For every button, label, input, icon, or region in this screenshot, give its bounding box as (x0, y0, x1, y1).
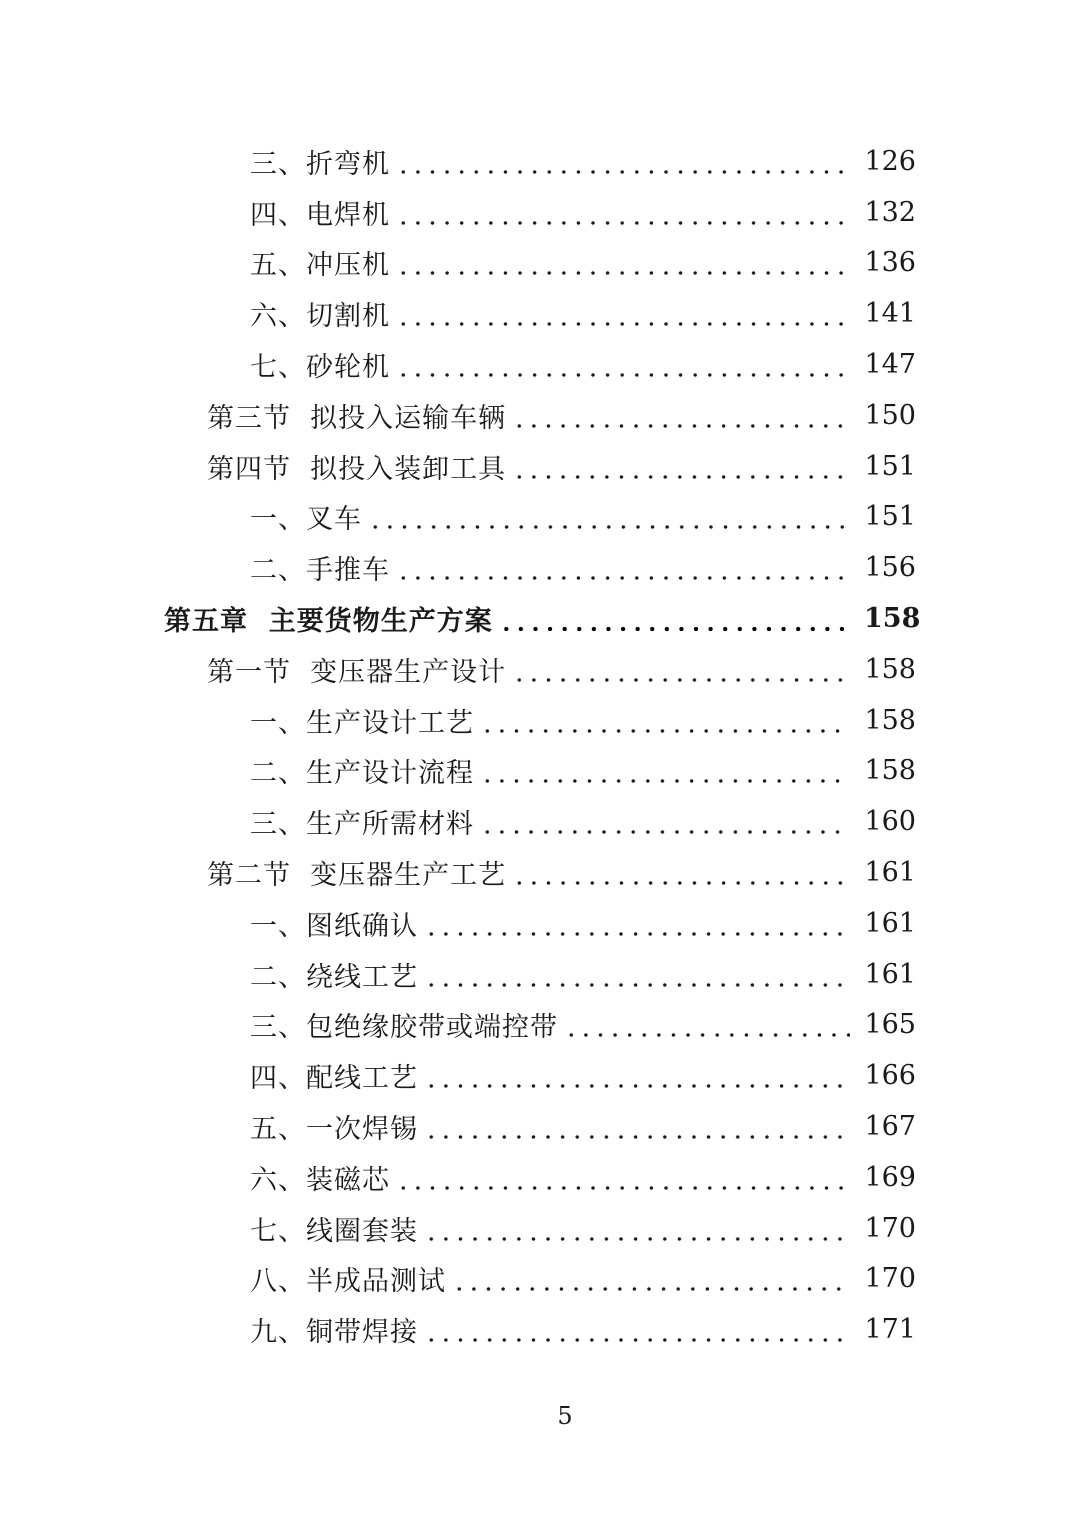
toc-entry-title: 三、折弯机 (250, 148, 390, 180)
dot-leader (512, 859, 850, 886)
toc-entry-section[interactable] (0, 644, 1080, 695)
dot-leader (499, 605, 850, 632)
toc-entry-item[interactable] (0, 288, 1080, 339)
toc-entry-item[interactable] (0, 796, 1080, 847)
toc-entry-page: 171 (864, 1314, 916, 1346)
toc-entry-chapter[interactable] (0, 593, 1080, 644)
dot-leader (424, 1316, 850, 1343)
toc-entry-title: 三、包绝缘胶带或端控带 (250, 1012, 558, 1044)
toc-entry-page: 151 (864, 501, 916, 533)
toc-entry-title: 第三节 拟投入运输车辆 (207, 402, 507, 434)
toc-entry-item[interactable] (0, 1254, 1080, 1305)
toc-entry-page: 156 (864, 552, 916, 584)
toc-entry-title: 一、生产设计工艺 (250, 707, 474, 739)
toc-entry-item[interactable] (0, 746, 1080, 797)
toc-entry-page: 126 (864, 145, 916, 177)
toc-entry-item[interactable] (0, 1203, 1080, 1254)
toc-entry-page: 165 (864, 1009, 916, 1041)
dot-leader (512, 656, 850, 683)
toc-entry-page: 170 (864, 1263, 916, 1295)
toc-entry-item[interactable] (0, 898, 1080, 949)
toc-entry-page: 167 (864, 1111, 916, 1143)
toc-entry-item[interactable] (0, 136, 1080, 187)
dot-leader (424, 961, 850, 988)
dot-leader (396, 300, 850, 327)
toc-entry-title: 第五章 主要货物生产方案 (164, 606, 493, 638)
dot-leader (396, 199, 850, 226)
toc-entry-section[interactable] (0, 441, 1080, 492)
toc-entry-title: 六、切割机 (250, 301, 390, 333)
dot-leader (512, 402, 850, 429)
toc-entry-item[interactable] (0, 238, 1080, 289)
toc-entry-item[interactable] (0, 1152, 1080, 1203)
dot-leader (480, 808, 850, 835)
dot-leader (480, 757, 850, 784)
toc-entry-section[interactable] (0, 390, 1080, 441)
toc-entry-title: 四、电焊机 (250, 199, 390, 231)
toc-entry-title: 五、一次焊锡 (250, 1114, 418, 1146)
dot-leader (368, 503, 850, 530)
dot-leader (424, 1062, 850, 1089)
toc-entry-page: 141 (864, 298, 916, 330)
toc-entry-title: 四、配线工艺 (250, 1063, 418, 1095)
toc-entry-title: 一、叉车 (250, 504, 362, 536)
toc-entry-item[interactable] (0, 695, 1080, 746)
toc-entry-page: 151 (864, 450, 916, 482)
toc-entry-title: 二、绕线工艺 (250, 961, 418, 993)
toc-entry-page: 158 (864, 755, 916, 787)
toc-entry-item[interactable] (0, 542, 1080, 593)
toc-entry-title: 七、线圈套装 (250, 1215, 418, 1247)
toc-entry-title: 一、图纸确认 (250, 910, 418, 942)
dot-leader (424, 1215, 850, 1242)
table-of-contents (0, 136, 1080, 1355)
dot-leader (396, 148, 850, 175)
toc-entry-item[interactable] (0, 187, 1080, 238)
toc-entry-item[interactable] (0, 1101, 1080, 1152)
toc-entry-page: 161 (864, 907, 916, 939)
toc-entry-page: 161 (864, 958, 916, 990)
toc-entry-title: 六、装磁芯 (250, 1164, 390, 1196)
toc-entry-page: 170 (864, 1212, 916, 1244)
toc-entry-item[interactable] (0, 1304, 1080, 1355)
dot-leader (396, 249, 850, 276)
toc-entry-page: 169 (864, 1161, 916, 1193)
dot-leader (512, 453, 850, 480)
toc-entry-page: 150 (864, 399, 916, 431)
toc-entry-item[interactable] (0, 492, 1080, 543)
toc-entry-page: 147 (864, 349, 916, 381)
toc-entry-title: 五、冲压机 (250, 250, 390, 282)
toc-entry-page: 136 (864, 247, 916, 279)
toc-entry-title: 第一节 变压器生产设计 (207, 656, 507, 688)
dot-leader (396, 1164, 850, 1191)
toc-entry-title: 八、半成品测试 (250, 1266, 446, 1298)
toc-entry-title: 三、生产所需材料 (250, 809, 474, 841)
dot-leader (564, 1011, 850, 1038)
toc-entry-page: 132 (864, 196, 916, 228)
toc-entry-section[interactable] (0, 847, 1080, 898)
dot-leader (396, 351, 850, 378)
toc-entry-title: 九、铜带焊接 (250, 1317, 418, 1349)
dot-leader (424, 1113, 850, 1140)
toc-entry-item[interactable] (0, 339, 1080, 390)
toc-entry-page: 158 (864, 653, 916, 685)
toc-entry-title: 第四节 拟投入装卸工具 (207, 453, 507, 485)
page-number: 5 (557, 1402, 573, 1430)
toc-entry-title: 七、砂轮机 (250, 352, 390, 384)
dot-leader (452, 1265, 850, 1292)
dot-leader (480, 707, 850, 734)
toc-entry-title: 二、手推车 (250, 555, 390, 587)
toc-entry-title: 第二节 变压器生产工艺 (207, 860, 507, 892)
toc-entry-title: 二、生产设计流程 (250, 758, 474, 790)
toc-entry-item[interactable] (0, 949, 1080, 1000)
toc-entry-page: 160 (864, 806, 916, 838)
dot-leader (396, 554, 850, 581)
toc-entry-page: 158 (864, 704, 916, 736)
toc-entry-page: 161 (864, 857, 916, 889)
toc-entry-page: 158 (864, 603, 921, 635)
toc-entry-page: 166 (864, 1060, 916, 1092)
toc-entry-item[interactable] (0, 1000, 1080, 1051)
toc-entry-item[interactable] (0, 1050, 1080, 1101)
dot-leader (424, 910, 850, 937)
